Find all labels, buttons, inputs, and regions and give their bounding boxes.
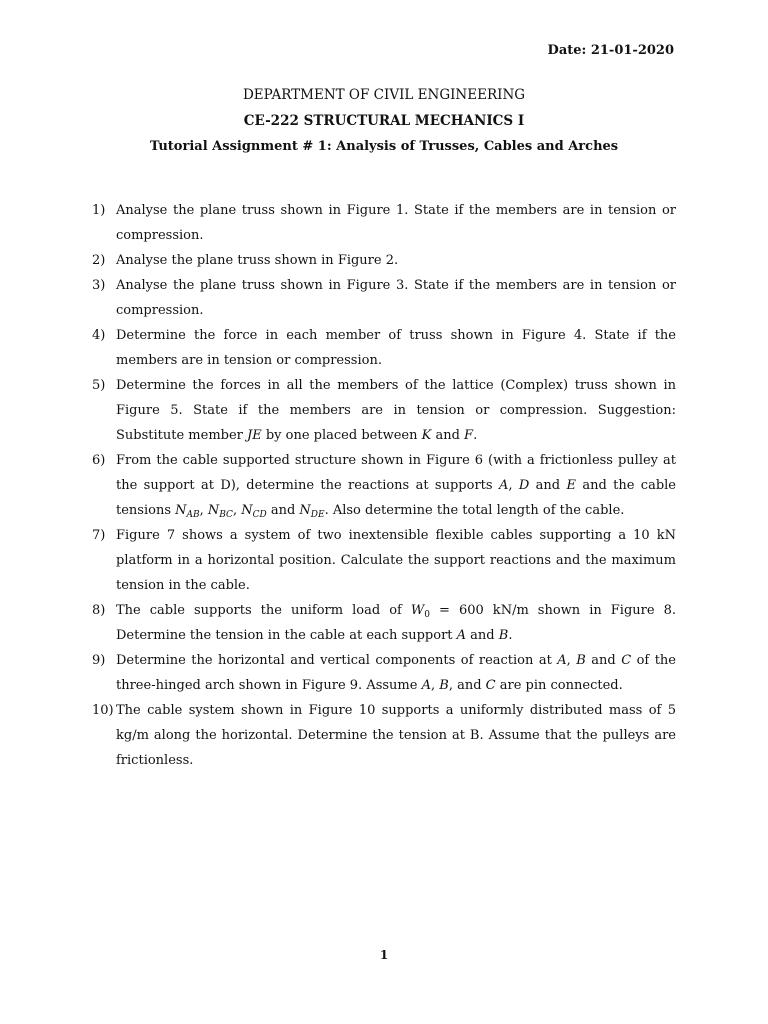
question-text: Determine the forces in all the members of the lattice (Complex) truss shown in Figure 5. State if the members are in tension or compression. Suggestion: Substitute member — [116, 378, 676, 443]
question-text: Determine the horizontal and vertical components of reaction at — [116, 653, 558, 668]
separator: , — [430, 678, 440, 693]
separator: and — [266, 503, 300, 518]
question-number: 5) — [92, 378, 106, 393]
question-text: The cable system shown in Figure 10 supports a uniformly distributed mass of 5 kg/m along the horizontal. Determine the tension at B. Assume that the pulleys are frictionless. — [116, 703, 676, 768]
question-5 — [92, 373, 676, 448]
question-7 — [92, 523, 676, 598]
page-number: 1 — [379, 948, 389, 962]
question-3 — [92, 273, 676, 323]
tension-symbol: N — [175, 503, 187, 518]
support-label: C — [485, 678, 496, 693]
separator: , — [199, 503, 208, 518]
support-label: D — [518, 478, 530, 493]
load-symbol: W — [410, 603, 425, 618]
support-label: E — [566, 478, 576, 493]
question-text: Analyse the plane truss shown in Figure 3. State if the members are in tension or compression. — [116, 278, 676, 318]
question-text: The cable supports the uniform load of — [116, 603, 411, 618]
department-heading: DEPARTMENT OF CIVIL ENGINEERING — [242, 87, 526, 103]
separator: and — [529, 478, 567, 493]
support-label: A — [557, 653, 567, 668]
question-8 — [92, 598, 676, 648]
question-text: of the three-hinged arch shown in Figure 9. Assume — [116, 653, 676, 693]
question-number: 1) — [92, 203, 106, 218]
node-label: K — [421, 428, 432, 443]
question-2 — [92, 248, 676, 273]
question-6 — [92, 448, 676, 523]
question-list — [92, 198, 676, 773]
support-label: A — [456, 628, 467, 643]
tension-symbol: N — [299, 503, 311, 518]
member-label: JE — [247, 428, 262, 443]
support-label: B — [576, 653, 586, 668]
date: Date: 21-01-2020 — [547, 43, 674, 58]
question-text: and — [431, 428, 465, 443]
question-number: 7) — [92, 528, 106, 543]
question-9 — [92, 648, 676, 698]
node-label: F — [464, 428, 474, 443]
support-label: A — [498, 478, 509, 493]
separator: , and — [448, 678, 486, 693]
tutorial-title: Tutorial Assignment # 1: Analysis of Trusses, Cables and Arches — [149, 139, 619, 154]
question-text: . — [473, 428, 478, 443]
separator: , — [232, 503, 242, 518]
support-label: B — [439, 678, 449, 693]
question-number: 8) — [92, 603, 106, 618]
tension-symbol: N — [241, 503, 253, 518]
tension-symbol: N — [207, 503, 220, 518]
question-number: 3) — [92, 278, 106, 293]
course-title: CE-222 STRUCTURAL MECHANICS I — [243, 113, 525, 129]
question-text: Determine the force in each member of truss shown in Figure 4. State if the members are in tension or compression. — [116, 328, 676, 368]
question-1 — [92, 198, 676, 248]
question-number: 10) — [92, 703, 114, 718]
tension-subscript: BC — [219, 510, 233, 520]
tension-subscript: AB — [186, 510, 200, 520]
question-number: 6) — [92, 453, 106, 468]
question-10 — [92, 698, 676, 773]
question-text: Analyse the plane truss shown in Figure 1. State if the members are in tension or compression. — [116, 203, 676, 243]
support-label: B — [498, 628, 509, 643]
question-text: and the cable tensions — [116, 478, 676, 518]
tension-subscript: DE — [310, 510, 325, 520]
load-subscript: 0 — [424, 610, 430, 620]
support-label: C — [621, 653, 632, 668]
question-text: by one placed between — [261, 428, 422, 443]
question-text: are pin connected. — [495, 678, 623, 693]
question-4 — [92, 323, 676, 373]
separator: , — [508, 478, 519, 493]
separator: and — [466, 628, 499, 643]
question-number: 9) — [92, 653, 106, 668]
separator: , — [566, 653, 577, 668]
question-number: 2) — [92, 253, 106, 268]
question-text: = 600 kN/m shown in Figure 8. Determine the tension in the cable at each support — [116, 603, 676, 643]
separator: and — [585, 653, 622, 668]
support-label: A — [421, 678, 431, 693]
question-text: . Also determine the total length of the cable. — [324, 503, 625, 518]
question-number: 4) — [92, 328, 106, 343]
tension-subscript: CD — [252, 510, 267, 520]
question-text: From the cable supported structure shown in Figure 6 (with a frictionless pulley at the support at D), determine the reactions at supports — [116, 453, 676, 493]
question-text: Analyse the plane truss shown in Figure 2. — [116, 253, 399, 268]
question-text: . — [508, 628, 513, 643]
question-text: Figure 7 shows a system of two inextensible flexible cables supporting a 10 kN platform in a horizontal position. Calculate the support reactions and the maximum tension in the cable. — [116, 528, 676, 593]
